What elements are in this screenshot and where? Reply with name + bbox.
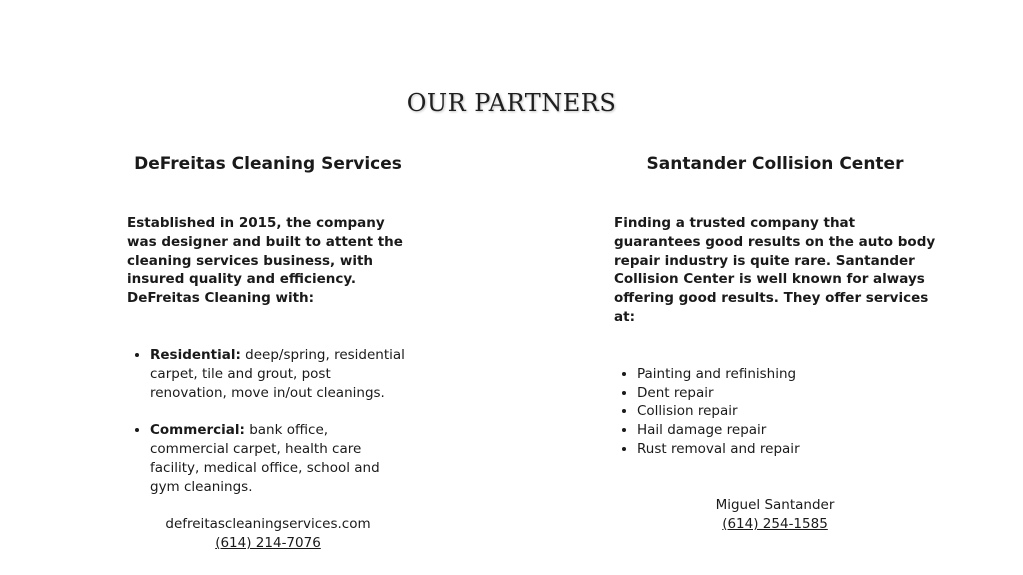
contact-block [604, 496, 946, 534]
partner-name: Santander Collision Center [646, 154, 904, 174]
service-label: Residential: [150, 346, 241, 363]
services-list [127, 346, 409, 496]
contact-block [97, 515, 439, 553]
page-title: OUR PARTNERS [406, 89, 617, 117]
list-item: • Collision repair [637, 402, 936, 421]
phone-link[interactable]: (614) 254-1585 [722, 515, 828, 532]
service-label: Commercial: [150, 422, 245, 439]
partner-card-defreitas [127, 152, 409, 553]
list-item: • Rust removal and repair [637, 440, 936, 459]
phone-link[interactable]: (614) 214-7076 [215, 535, 321, 552]
services-list [614, 365, 936, 459]
partner-card-santander [614, 152, 936, 533]
list-item: • Painting and refinishing [637, 365, 936, 384]
list-item: • Dent repair [637, 384, 936, 403]
list-item [150, 421, 409, 496]
contact-name: Miguel Santander [715, 496, 835, 513]
service-text: deep/spring, residential carpet, tile and grout, post renovation, move in/out cleanings. [150, 346, 405, 401]
list-item: • Hail damage repair [637, 421, 936, 440]
service-text: bank office, commercial carpet, health care facility, medical office, school and gym cleanings. [150, 422, 380, 495]
partner-name: DeFreitas Cleaning Services [134, 154, 402, 174]
partner-intro: Finding a trusted company that guarantees good results on the auto body repair industry is quite rare. Santander Collision Center is well known for always offering good results. They offer services at: [614, 215, 936, 325]
website-text: defreitascleaningservices.com [165, 516, 371, 533]
list-item [150, 346, 409, 402]
partner-intro: Established in 2015, the company was designer and built to attent the cleaning services business, with insured quality and efficiency. DeFreitas Cleaning with: [127, 215, 403, 307]
